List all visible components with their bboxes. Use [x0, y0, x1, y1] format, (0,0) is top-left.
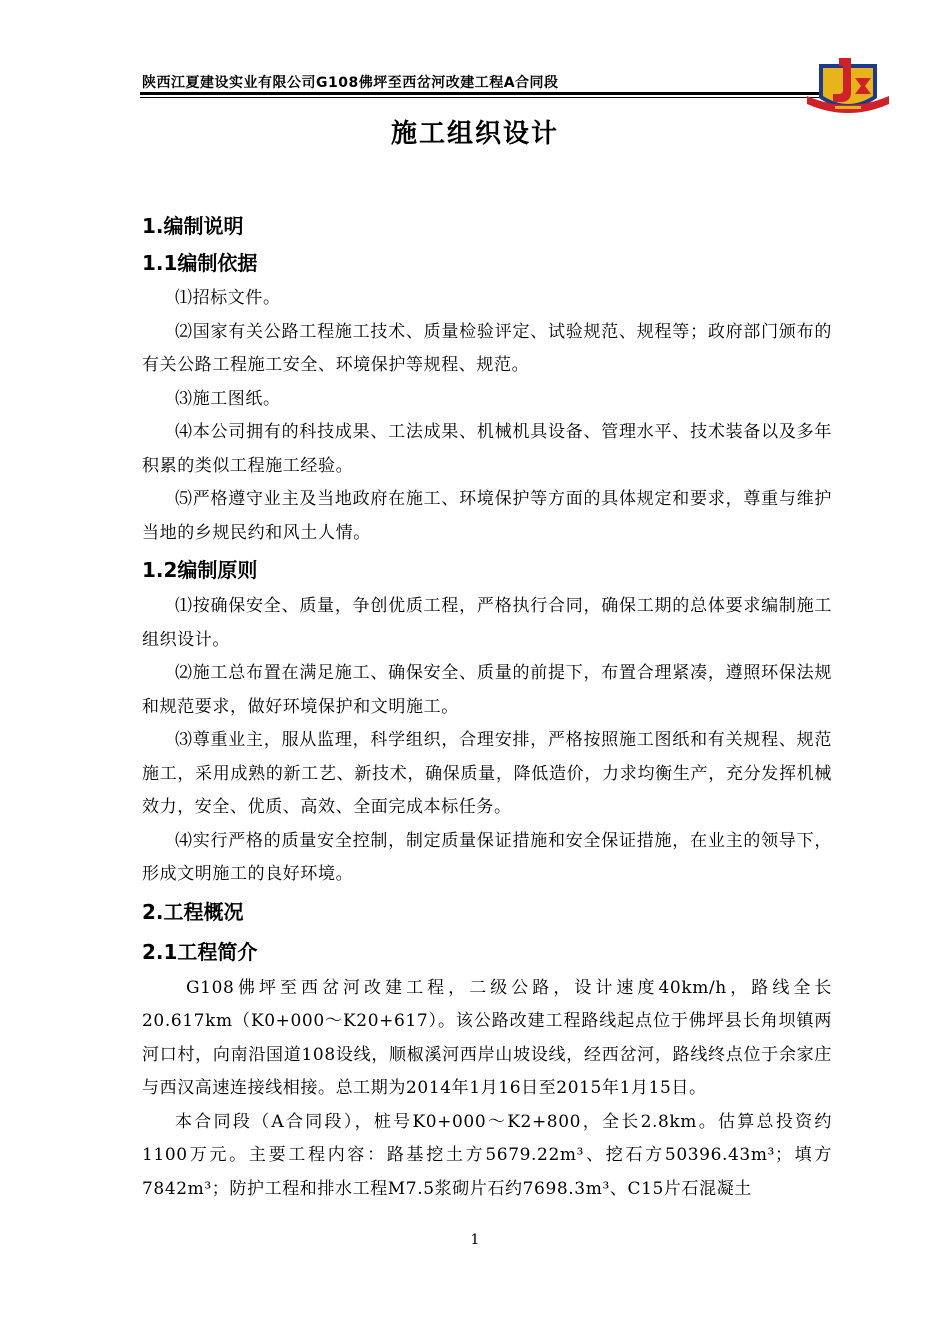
paragraph: G108佛坪至西岔河改建工程，二级公路，设计速度40km/h，路线全长20.617km（K0+000～K20+617）。该公路改建工程路线起点位于佛坪县长角坝镇两河口村，向南沿国道108设线，顺椒溪河西岸山坡设线，经西岔河，路线终点位于余家庄与西汉高速连接线相接。总工期为2014年1月16日至2015年1月15日。	[142, 977, 832, 1098]
paragraph: ⑶尊重业主，服从监理，科学组织，合理安排，严格按照施工图纸和有关规程、规范施工，采用成熟的新工艺、新技术，确保质量，降低造价，力求均衡生产，充分发挥机械效力，安全、优质、高效、全面完成本标任务。	[142, 730, 832, 817]
company-logo	[805, 54, 891, 120]
paragraph: ⑴按确保安全、质量，争创优质工程，严格执行合同，确保工期的总体要求编制施工组织设计。	[142, 596, 832, 650]
paragraph: ⑴招标文件。	[175, 288, 281, 308]
paragraph: ⑷实行严格的质量安全控制，制定质量保证措施和安全保证措施，在业主的领导下，形成文明施工的良好环境。	[142, 830, 832, 884]
header-rule-thin	[140, 97, 820, 98]
paragraph: ⑷本公司拥有的科技成果、工法成果、机械机具设备、管理水平、技术装备以及多年积累的类似工程施工经验。	[142, 422, 832, 476]
section-1-heading: 1.编制说明	[142, 214, 244, 238]
document-title: 施工组织设计	[390, 119, 559, 149]
section-1-2-heading: 1.2编制原则	[142, 558, 258, 582]
paragraph: ⑵国家有关公路工程施工技术、质量检验评定、试验规范、规程等；政府部门颁布的有关公路工程施工安全、环境保护等规程、规范。	[142, 321, 832, 375]
running-header: 陕西江夏建设实业有限公司G108佛坪至西岔河改建工程A合同段	[142, 75, 559, 91]
section-2-1-heading: 2.1工程简介	[142, 939, 258, 964]
paragraph: 本合同段（A合同段），桩号K0+000～K2+800，全长2.8km。估算总投资约1100万元。主要工程内容：路基挖土方5679.22m³、挖石方50396.43m³；填方7842m³；防护工程和排水工程M7.5浆砌片石约7698.3m³、C15片石混凝土	[142, 1111, 832, 1199]
page-number: 1	[470, 1232, 480, 1248]
paragraph: ⑶施工图纸。	[175, 388, 281, 409]
header-rule	[140, 92, 820, 95]
section-1-1-heading: 1.1编制依据	[142, 251, 258, 275]
paragraph: ⑸严格遵守业主及当地政府在施工、环境保护等方面的具体规定和要求，尊重与维护当地的乡规民约和风土人情。	[142, 489, 832, 543]
paragraph: ⑵施工总布置在满足施工、确保安全、质量的前提下，布置合理紧凑，遵照环保法规和规范要求，做好环境保护和文明施工。	[142, 663, 832, 717]
document-body	[142, 208, 832, 1206]
section-2-heading: 2.工程概况	[142, 899, 244, 924]
